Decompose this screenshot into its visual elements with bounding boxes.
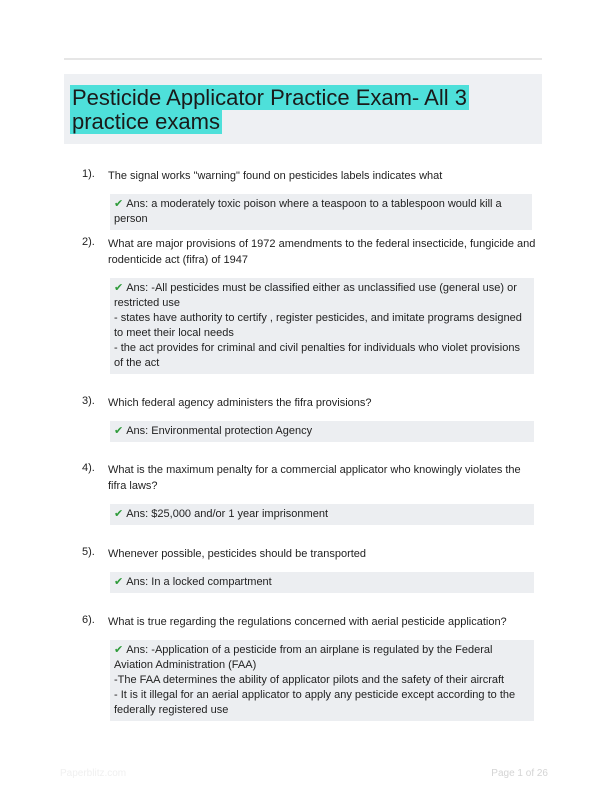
question-number: 1). bbox=[82, 168, 95, 180]
answer-text: Ans: $25,000 and/or 1 year imprisonment bbox=[126, 508, 328, 520]
answer-box bbox=[110, 572, 534, 593]
question-number: 4). bbox=[82, 462, 95, 474]
answer-text: - the act provides for criminal and civil penalties for individuals who violet provisions of the act bbox=[114, 342, 520, 369]
page-number: Page 1 of 26 bbox=[491, 768, 548, 779]
answer-box bbox=[110, 504, 534, 525]
answer-text: Ans: In a locked compartment bbox=[126, 576, 272, 588]
question-text: The signal works "warning" found on pesticides labels indicates what bbox=[108, 170, 443, 182]
top-divider bbox=[64, 58, 542, 60]
answer-text: - It is it illegal for an aerial applicator to apply any pesticide except according to the federally registered use bbox=[114, 689, 516, 716]
question-text: Whenever possible, pesticides should be transported bbox=[108, 548, 367, 560]
question-text: What is true regarding the regulations concerned with aerial pesticide application? bbox=[108, 616, 507, 628]
check-icon: ✔ bbox=[114, 198, 124, 210]
question-text: What is the maximum penalty for a commercial applicator who knowingly violates the fifra laws? bbox=[108, 464, 521, 492]
question-text: Which federal agency administers the fifra provisions? bbox=[108, 397, 372, 409]
question-number: 6). bbox=[82, 614, 95, 626]
check-icon: ✔ bbox=[114, 644, 124, 656]
footer-watermark: Paperblitz.com bbox=[60, 768, 127, 779]
question-number: 5). bbox=[82, 546, 95, 558]
answer-text: Ans: -All pesticides must be classified either as unclassified use (general use) or restricted use bbox=[114, 282, 517, 309]
answer-box bbox=[110, 421, 534, 442]
answer-box bbox=[110, 640, 534, 721]
check-icon: ✔ bbox=[114, 508, 124, 520]
answer-box bbox=[110, 194, 532, 230]
answer-box bbox=[110, 278, 534, 374]
check-icon: ✔ bbox=[114, 576, 124, 588]
answer-text: - states have authority to certify , register pesticides, and imitate programs designed to meet their local needs bbox=[114, 312, 522, 339]
question-text: What are major provisions of 1972 amendments to the federal insecticide, fungicide and rodenticide act (fifra) of 1947 bbox=[108, 238, 536, 266]
answer-text: Ans: a moderately toxic poison where a teaspoon to a tablespoon would kill a person bbox=[114, 198, 502, 225]
check-icon: ✔ bbox=[114, 425, 124, 437]
question-number: 2). bbox=[82, 236, 95, 248]
page-title: Pesticide Applicator Practice Exam- All 3 practice exams bbox=[72, 85, 467, 134]
question-number: 3). bbox=[82, 395, 95, 407]
answer-text: -The FAA determines the ability of applicator pilots and the safety of their aircraft bbox=[114, 674, 505, 686]
answer-text: Ans: Environmental protection Agency bbox=[126, 425, 313, 437]
answer-text: Ans: -Application of a pesticide from an airplane is regulated by the Federal Aviation Administration (FAA) bbox=[114, 644, 493, 671]
check-icon: ✔ bbox=[114, 282, 124, 294]
